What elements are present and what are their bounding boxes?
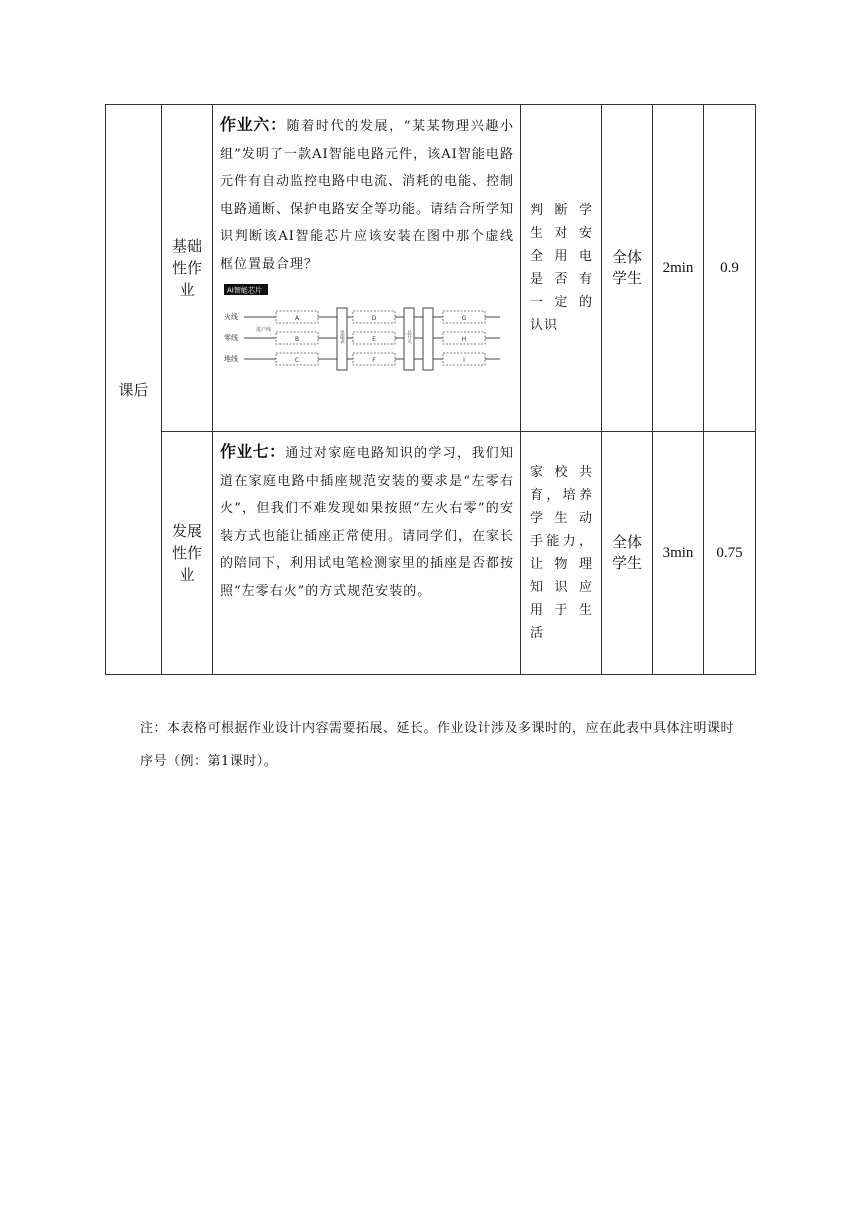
box-label: B xyxy=(294,336,300,343)
homework-table xyxy=(105,104,756,675)
time-cell xyxy=(653,432,704,675)
goal-line: 全用电 xyxy=(530,249,593,264)
target-cell xyxy=(602,105,653,432)
goal-line: 家校共 xyxy=(530,465,593,480)
task-content xyxy=(213,105,520,278)
goal-line: 用于生 xyxy=(530,603,593,618)
difficulty-cell xyxy=(704,432,756,675)
difficulty-cell xyxy=(704,105,756,432)
task-cell xyxy=(213,105,521,432)
time-value: 2min xyxy=(662,259,694,276)
wire-label-neutral: 零线 xyxy=(224,334,238,342)
goal-line: 手能力， xyxy=(530,534,593,549)
goal-line: 知识应 xyxy=(530,580,593,595)
task-text: 随着时代的发展，“某某物理兴趣小组”发明了一款AI智能电路元件，该AI智能电路元件有自动监控电路中电流、消耗的电能、控制电路通断、保护电路安全等功能。请结合所学知识判断该AI智能芯片应该安装在图中那个虚线框位置最合理？ xyxy=(220,119,515,272)
table-row xyxy=(106,105,756,432)
type-label: 发展性作业 xyxy=(171,522,202,584)
task-title: 作业六： xyxy=(220,115,287,134)
type-label: 基础性作业 xyxy=(171,237,202,299)
table-row xyxy=(106,432,756,675)
type-cell xyxy=(162,432,213,675)
box-label: E xyxy=(372,336,376,343)
goal-line: 让物理 xyxy=(530,557,593,572)
box-label: H xyxy=(461,336,467,343)
box-label: G xyxy=(461,315,467,322)
switch-label: 总开关 xyxy=(406,330,412,344)
goal-cell xyxy=(521,432,602,675)
goal-line: 一定的 xyxy=(530,295,593,310)
target-label: 全体学生 xyxy=(611,248,642,287)
task-text: 通过对家庭电路知识的学习，我们知道在家庭电路中插座规范安装的要求是“左零右火”，但我们不难发现如果按照“左火右零”的安装方式也能让插座正常使用。请同学们，在家长的陪同下，利用试电笔检测家里的插座是否都按照“左零右火”的方式规范安装的。 xyxy=(220,446,515,599)
difficulty-value: 0.75 xyxy=(716,544,743,561)
box-label: A xyxy=(294,315,300,322)
chip-label: AI智能芯片 xyxy=(227,286,262,295)
user-line-label: 进户线 xyxy=(256,327,272,333)
time-value: 3min xyxy=(662,544,694,561)
goal-cell xyxy=(521,105,602,432)
goal-line: 学生动 xyxy=(530,511,593,526)
goal-text xyxy=(521,461,601,645)
time-cell xyxy=(653,105,704,432)
difficulty-value: 0.9 xyxy=(720,259,739,276)
target-cell xyxy=(602,432,653,675)
task-content xyxy=(213,432,520,605)
goal-line: 生对安 xyxy=(530,226,593,241)
goal-line: 判断学 xyxy=(530,203,593,218)
goal-line: 育，培养 xyxy=(530,488,593,503)
wire-label-ground: 地线 xyxy=(224,355,238,363)
goal-line: 是否有 xyxy=(530,272,593,287)
box-label: D xyxy=(371,315,377,322)
task-title: 作业七： xyxy=(220,442,286,461)
goal-line: 认识 xyxy=(530,318,559,333)
circuit-diagram xyxy=(220,284,504,376)
type-cell xyxy=(162,105,213,432)
goal-line: 活 xyxy=(530,626,545,641)
target-label: 全体学生 xyxy=(611,533,642,572)
table-note: 注：本表格可根据作业设计内容需要拓展、延长。作业设计涉及多课时的，应在此表中具体注明课时序号（例：第1课时）。 xyxy=(140,721,735,769)
box-label: F xyxy=(372,357,376,364)
stage-label: 课后 xyxy=(118,381,149,399)
goal-text xyxy=(521,199,601,337)
box-label: C xyxy=(294,357,300,364)
wire-label-live: 火线 xyxy=(224,313,238,321)
meter-label: 电能表 xyxy=(339,330,345,344)
stage-cell xyxy=(106,105,162,675)
breaker-device xyxy=(423,308,433,370)
task-cell xyxy=(213,432,521,675)
box-label: I xyxy=(463,357,465,364)
